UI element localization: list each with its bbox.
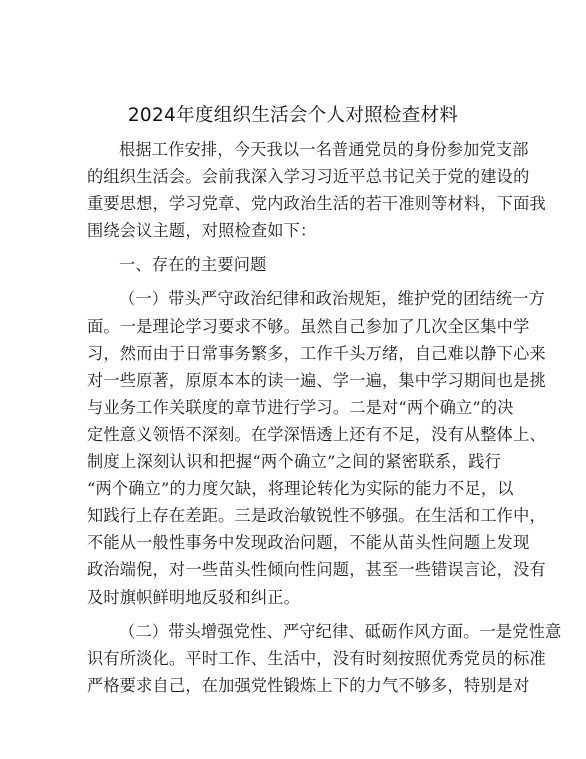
intro-line: 围绕会议主题，对照检查如下： [87, 221, 317, 241]
paragraph1-line: 及时旗帜鲜明地反驳和纠正。 [87, 587, 301, 607]
paragraph1-line: 不能从一般性事务中发现政治问题，不能从苗头性问题上发现 [87, 533, 530, 553]
paragraph1-line: （一）带头严守政治纪律和政治规矩，维护党的团结统一方 [119, 289, 546, 309]
paragraph1-line: 制度上深刻认识和把握“两个确立”之间的紧密联系，践行 [87, 452, 501, 472]
document-body [87, 136, 562, 699]
paragraph2-line: （二）带头增强党性、严守纪律、砥砺作风方面。一是党性意 [119, 621, 562, 641]
paragraph1-line: 习，然而由于日常事务繁多，工作千头万绪，自己难以静下心来 [87, 343, 546, 363]
intro-line: 的组织生活会。会前我深入学习习近平总书记关于党的建设的 [87, 167, 530, 187]
paragraph1-line: 政治端倪，对一些苗头性倾向性问题，甚至一些错误言论，没有 [87, 560, 546, 580]
paragraph2-line: 识有所淡化。平时工作、生活中，没有时刻按照优秀党员的标准 [87, 648, 546, 668]
paragraph2-line: 严格要求自己，在加强党性锻炼上下的力气不够多，特别是对 [87, 675, 530, 695]
paragraph1-line: 知践行上存在差距。三是政治敏锐性不够强。在生活和工作中， [87, 506, 546, 526]
paragraph1-line: 对一些原著，原原本本的读一遍、学一遍，集中学习期间也是挑 [87, 370, 546, 390]
paragraph1-line: “两个确立”的力度欠缺，将理论转化为实际的能力不足，以 [87, 479, 514, 499]
paragraph1-line: 面。一是理论学习要求不够。虽然自己参加了几次全区集中学 [87, 316, 530, 336]
paragraph1-line: 与业务工作关联度的章节进行学习。二是对“两个确立”的决 [87, 397, 514, 417]
paragraph1-line: 定性意义领悟不深刻。在学深悟透上还有不足，没有从整体上、 [87, 424, 546, 444]
intro-line: 根据工作安排，今天我以一名普通党员的身份参加党支部 [119, 140, 529, 159]
intro-line: 重要思想，学习党章、党内政治生活的若干准则等材料，下面我 [87, 194, 546, 214]
document-title: 2024年度组织生活会个人对照检查材料 [127, 105, 459, 126]
section-heading: 一、存在的主要问题 [119, 255, 267, 275]
